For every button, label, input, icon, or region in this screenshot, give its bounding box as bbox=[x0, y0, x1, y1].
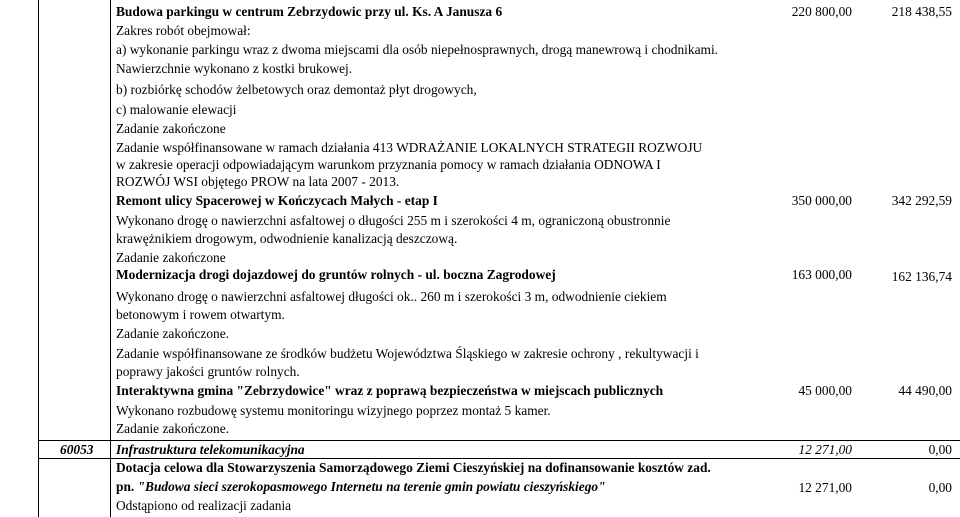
entry-line: Odstąpiono od realizacji zadania bbox=[116, 498, 292, 513]
entry-line: krawężnikiem drogowym, odwodnienie kanalizacją deszczową. bbox=[116, 231, 458, 246]
entry-line: Zadanie współfinansowane ze środków budżetu Województwa Śląskiego w zakresie ochrony , rekultywacji i bbox=[116, 346, 699, 361]
entry-title: Remont ulicy Spacerowej w Kończycach Małych - etap I bbox=[116, 193, 438, 208]
entry-line: Zakres robót obejmował: bbox=[116, 23, 251, 38]
entry-title: Interaktywna gmina "Zebrzydowice" wraz z poprawą bezpieczeństwa w miejscach publicznych bbox=[116, 383, 664, 398]
entry-line: Wykonano drogę o nawierzchni asfaltowej o długości 255 m i szerokości 4 m, ograniczoną obustronnie bbox=[116, 213, 671, 228]
exec-amount: 218 438,55 bbox=[891, 4, 952, 19]
entry-title-line2 bbox=[116, 479, 606, 495]
section-name: Infrastruktura telekomunikacyjna bbox=[116, 442, 305, 457]
entry-line: Zadanie zakończone bbox=[116, 250, 226, 265]
entry-title: Budowa parkingu w centrum Zebrzydowic przy ul. Ks. A Janusza 6 bbox=[116, 4, 503, 19]
section-exec-amount: 0,00 bbox=[928, 442, 952, 457]
entry-line: betonowym i rowem otwartym. bbox=[116, 307, 285, 322]
entry-title: Dotacja celowa dla Stowarzyszenia Samorządowego Ziemi Cieszyńskiej na dofinansowanie kosztów zad. bbox=[116, 460, 711, 475]
plan-amount: 45 000,00 bbox=[798, 383, 852, 398]
entry-line: Zadanie współfinansowane w ramach działania 413 WDRAŻANIE LOKALNYCH STRATEGII ROZWOJU bbox=[116, 140, 703, 155]
exec-amount: 44 490,00 bbox=[898, 383, 952, 398]
section-plan-amount: 12 271,00 bbox=[798, 442, 852, 457]
entry-title: Modernizacja drogi dojazdowej do gruntów rolnych - ul. boczna Zagrodowej bbox=[116, 267, 556, 282]
entry-line: Zadanie zakończone. bbox=[116, 421, 230, 436]
entry-line: Zadanie zakończone bbox=[116, 121, 226, 136]
entry-line: c) malowanie elewacji bbox=[116, 102, 237, 117]
entry-title-prefix: pn. bbox=[116, 479, 138, 494]
exec-amount: 0,00 bbox=[928, 480, 952, 495]
entry-line: poprawy jakości gruntów rolnych. bbox=[116, 364, 300, 379]
entry-line: Zadanie zakończone. bbox=[116, 326, 230, 341]
section-rule-bottom bbox=[38, 458, 960, 459]
entry-line: a) wykonanie parkingu wraz z dwoma miejscami dla osób niepełnosprawnych, drogą manewrową i chodnikami. bbox=[116, 42, 719, 57]
entry-line: ROZWÓJ WSI objętego PROW na lata 2007 - 2013. bbox=[116, 174, 400, 189]
plan-amount: 12 271,00 bbox=[798, 480, 852, 495]
plan-amount: 350 000,00 bbox=[791, 193, 852, 208]
exec-amount: 162 136,74 bbox=[891, 269, 952, 284]
entry-line: Nawierzchnie wykonano z kostki brukowej. bbox=[116, 61, 353, 76]
plan-amount: 163 000,00 bbox=[791, 267, 852, 282]
entry-line: w zakresie operacji odpowiadającym warunkom przyznania pomocy w ramach działania ODNOWA I bbox=[116, 157, 661, 172]
entry-line: b) rozbiórkę schodów żelbetowych oraz demontaż płyt drogowych, bbox=[116, 82, 477, 97]
section-rule-top bbox=[38, 440, 960, 441]
section-code: 60053 bbox=[60, 442, 94, 457]
entry-line: Wykonano rozbudowę systemu monitoringu wizyjnego poprzez montaż 5 kamer. bbox=[116, 403, 551, 418]
entry-line: Wykonano drogę o nawierzchni asfaltowej długości ok.. 260 m i szerokości 3 m, odwodnienie ciekiem bbox=[116, 289, 667, 304]
exec-amount: 342 292,59 bbox=[891, 193, 952, 208]
entry-title-italic: "Budowa sieci szerokopasmowego Internetu na terenie gmin powiatu cieszyńskiego" bbox=[137, 479, 606, 494]
plan-amount: 220 800,00 bbox=[791, 4, 852, 19]
